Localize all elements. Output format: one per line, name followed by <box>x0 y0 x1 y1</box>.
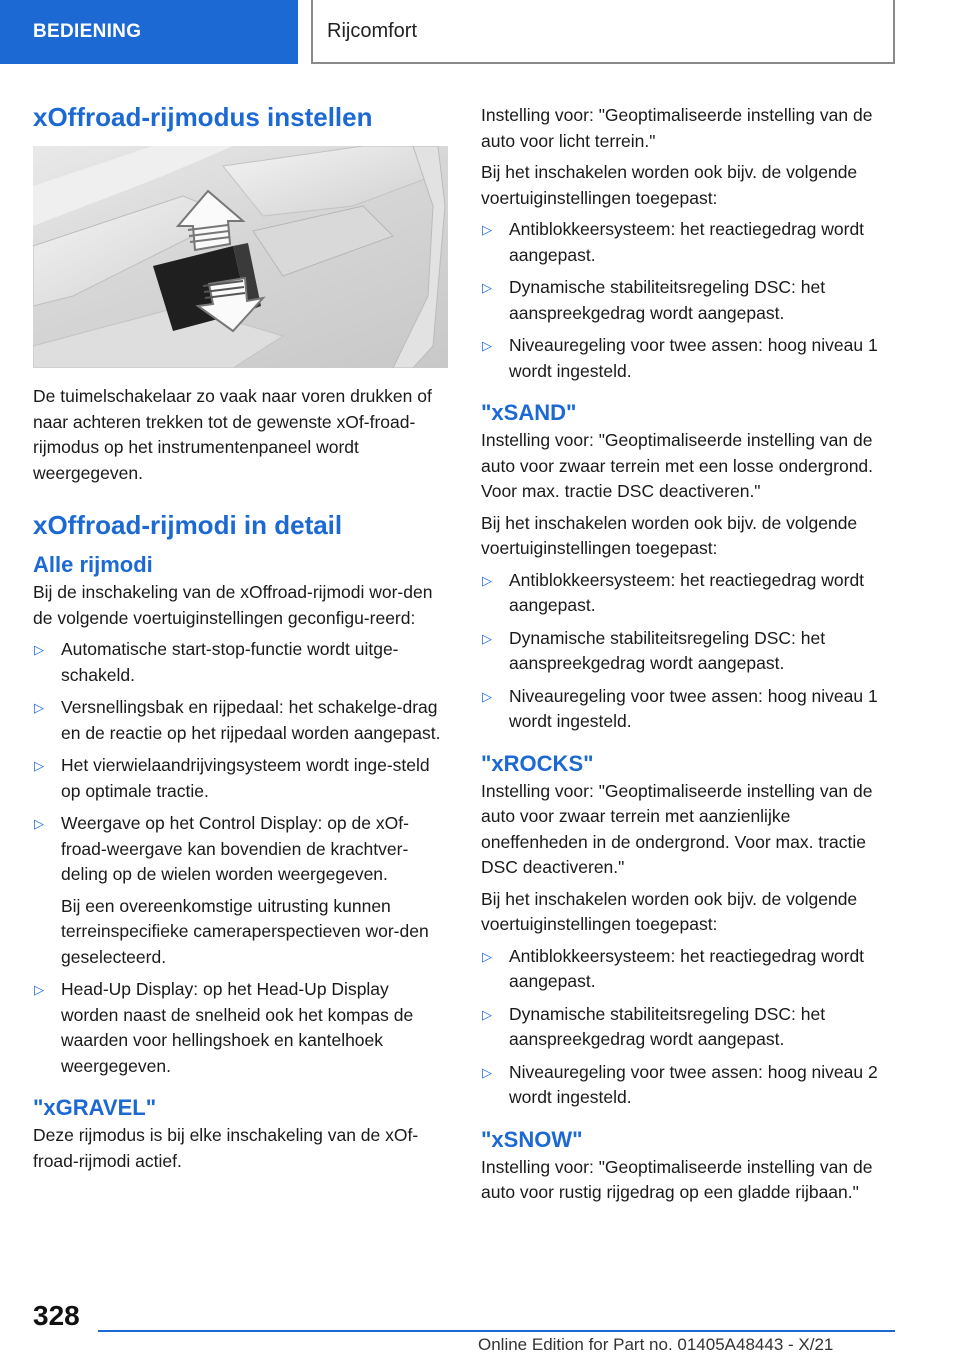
triangle-bullet-icon: ▷ <box>34 700 44 715</box>
xrocks-list <box>481 944 896 1111</box>
all-modes-list <box>33 637 448 1079</box>
list-item: ▷ Het vierwielaandrijvingsysteem wordt inge-steld op optimale tractie. <box>34 755 430 801</box>
list-item: ▷ Head-Up Display: op het Head-Up Display worden naast de snelheid ook het kompas de waarden voor hellingshoek en kantelhoek weergegeven. <box>34 979 414 1076</box>
section-tab <box>0 0 298 64</box>
all-modes-paragraph: Bij de inschakeling van de xOffroad-rijmodi wor-den de volgende voertuiginstellingen geconfigu-reerd: <box>33 582 433 628</box>
list-item: ▷ Dynamische stabiliteitsregeling DSC: het aanspreekgedrag wordt aangepast. <box>482 1003 826 1049</box>
rocker-switch-illustration <box>33 146 448 368</box>
triangle-bullet-icon: ▷ <box>482 1006 492 1022</box>
list-item: ▷ Niveauregeling voor twee assen: hoog niveau 2 wordt ingesteld. <box>482 1061 878 1107</box>
list-sub-paragraph: Bij een overeenkomstige uitrusting kunnen terreinspecifieke cameraperspectieven wor-den geselecteerd. <box>61 895 429 967</box>
xsand-paragraph: Instelling voor: "Geoptimaliseerde instelling van de auto voor zwaar terrein met een losse ondergrond. Voor max. tractie DSC deactiveren." <box>481 430 874 501</box>
xgravel-list <box>481 217 896 384</box>
heading-xrocks: "xROCKS" <box>481 750 594 776</box>
heading-all-modes: Alle rijmodi <box>33 552 153 577</box>
triangle-bullet-icon: ▷ <box>34 758 44 773</box>
list-item: ▷ Weergave op het Control Display: op de xOf-froad-weergave kan bovendien de krachtver-deling op de wielen worden weergegeven. Bij een overeenkomstige uitrusting kunnen terreinspecifieke cameraperspectieven wor-den geselecteerd. <box>33 811 448 970</box>
heading-xsnow: "xSNOW" <box>481 1126 583 1152</box>
chapter-label: Rijcomfort <box>327 19 418 42</box>
xsand-list <box>481 568 896 735</box>
right-column <box>481 103 896 1212</box>
list-item: ▷ Versnellingsbak en rijpedaal: het schakelge-drag en de reactie op het rijpedaal worden aangepast. <box>34 697 441 743</box>
xsnow-paragraph: Instelling voor: "Geoptimaliseerde instelling van de auto voor rustig rijgedrag op een gladde rijbaan." <box>481 1156 873 1202</box>
list-item: ▷ Antiblokkeersysteem: het reactiegedrag wordt aangepast. <box>482 945 865 991</box>
chapter-tab <box>311 0 895 64</box>
xrocks-paragraph: Instelling voor: "Geoptimaliseerde instelling van de auto voor zwaar terrein met aanzienlijke oneffenheden in de ondergrond. Voor max. tractie DSC deactiveren." <box>481 780 873 877</box>
triangle-bullet-icon: ▷ <box>34 642 44 657</box>
triangle-bullet-icon: ▷ <box>482 948 492 964</box>
list-item: ▷ Automatische start-stop-functie wordt uitge-schakeld. <box>34 639 399 685</box>
triangle-bullet-icon: ▷ <box>482 688 492 704</box>
section-label: BEDIENING <box>33 21 142 42</box>
left-column <box>33 100 448 1180</box>
list-item: ▷ Dynamische stabiliteitsregeling DSC: het aanspreekgedrag wordt aangepast. <box>482 277 826 323</box>
list-item: ▷ Dynamische stabiliteitsregeling DSC: het aanspreekgedrag wordt aangepast. <box>482 627 826 673</box>
triangle-bullet-icon: ▷ <box>482 280 492 295</box>
list-item: ▷ Antiblokkeersysteem: het reactiegedrag wordt aangepast. <box>482 219 865 265</box>
xrocks-common-paragraph: Bij het inschakelen worden ook bijv. de volgende voertuiginstellingen toegepast: <box>481 888 858 934</box>
xgravel-paragraph: Deze rijmodus is bij elke inschakeling van de xOf-froad-rijmodi actief. <box>33 1125 419 1171</box>
list-item: ▷ Niveauregeling voor twee assen: hoog niveau 1 wordt ingesteld. <box>482 335 878 381</box>
footer-divider <box>98 1330 895 1332</box>
heading-xsand: "xSAND" <box>481 400 577 425</box>
intro-paragraph: De tuimelschakelaar zo vaak naar voren drukken of naar achteren trekken tot de gewenste xOf-froad-rijmodus op het instrumentenpaneel wordt weergegeven. <box>33 386 432 483</box>
list-item: ▷ Niveauregeling voor twee assen: hoog niveau 1 wordt ingesteld. <box>482 685 878 731</box>
heading-modes-detail: xOffroad-rijmodi in detail <box>33 510 343 540</box>
xgravel-common-paragraph: Bij het inschakelen worden ook bijv. de volgende voertuiginstellingen toegepast: <box>481 162 858 208</box>
triangle-bullet-icon: ▷ <box>482 338 492 353</box>
page-number: 328 <box>33 1300 80 1331</box>
heading-xgravel: "xGRAVEL" <box>33 1095 157 1120</box>
xgravel-setting-paragraph: Instelling voor: "Geoptimaliseerde instelling van de auto voor licht terrein." <box>481 105 873 151</box>
triangle-bullet-icon: ▷ <box>482 222 492 237</box>
rocker-switch-photo <box>33 146 448 368</box>
triangle-bullet-icon: ▷ <box>482 630 492 646</box>
triangle-bullet-icon: ▷ <box>482 1064 492 1080</box>
triangle-bullet-icon: ▷ <box>482 572 492 588</box>
list-item: ▷ Antiblokkeersysteem: het reactiegedrag wordt aangepast. <box>482 569 865 615</box>
heading-set-mode: xOffroad-rijmodus instellen <box>33 102 373 132</box>
triangle-bullet-icon: ▷ <box>34 816 44 831</box>
triangle-bullet-icon: ▷ <box>34 982 44 997</box>
footer-edition: Online Edition for Part no. 01405A48443 - X/21 <box>478 1335 834 1354</box>
xsand-common-paragraph: Bij het inschakelen worden ook bijv. de volgende voertuiginstellingen toegepast: <box>481 512 858 558</box>
